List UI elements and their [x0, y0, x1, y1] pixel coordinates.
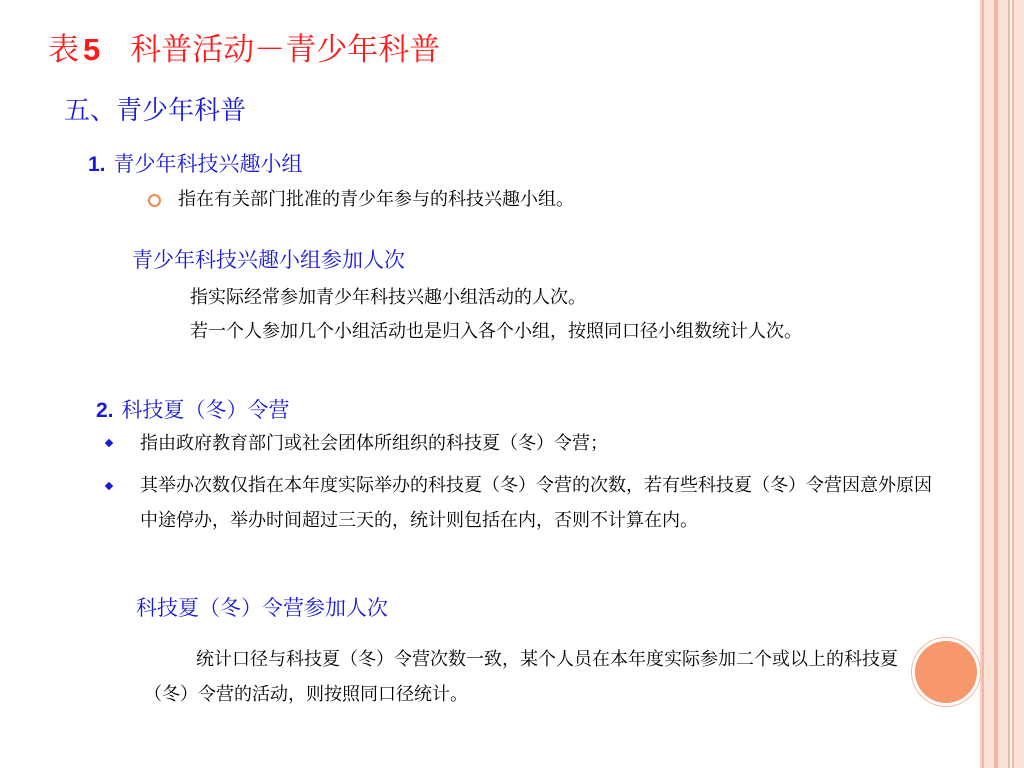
participants1-line1: 指实际经常参加青少年科技兴趣小组活动的人次。 — [190, 287, 586, 308]
item2-number: 2. — [96, 399, 114, 422]
item2-heading — [96, 394, 290, 424]
participants2-paragraph: 统计口径与科技夏（冬）令营次数一致，某个人员在本年度实际参加二个或以上的科技夏（冬）令营的活动，则按照同口径统计。 — [144, 649, 898, 705]
stripe — [1012, 0, 1024, 768]
item1-heading — [88, 148, 303, 178]
title-text: 科普活动－青少年科普 — [130, 32, 441, 68]
item2-bullet2-text: 其举办次数仅指在本年度实际举办的科技夏（冬）令营的次数，若有些科技夏（冬）令营因意外原因中途停办，举办时间超过三天的，统计则包括在内，否则不计算在内。 — [140, 475, 932, 531]
participants2-heading: 科技夏（冬）令营参加人次 — [136, 596, 388, 620]
right-edge-stripes — [980, 0, 1024, 768]
title-number: 5 — [83, 32, 101, 67]
diamond-bullet-icon — [105, 439, 113, 447]
title-prefix: 表 — [48, 32, 79, 68]
section-heading: 五、青少年科普 — [64, 96, 247, 126]
item2-heading-text: 科技夏（冬）令营 — [121, 398, 290, 422]
diamond-bullet-icon — [105, 482, 113, 490]
item2-bullet1-text: 指由政府教育部门或社会团体所组织的科技夏（冬）令营； — [140, 433, 608, 454]
item1-number: 1. — [88, 153, 106, 176]
participants1-heading: 青少年科技兴趣小组参加人次 — [132, 248, 405, 272]
slide-title — [48, 24, 440, 69]
item1-bullet-text: 指在有关部门批准的青少年参与的科技兴趣小组。 — [178, 189, 574, 210]
item1-heading-text: 青少年科技兴趣小组 — [113, 152, 303, 176]
participants1-paragraph: 若一个人参加几个小组活动也是归入各个小组，按照同口径小组数统计人次。 — [190, 321, 802, 342]
decorative-circle — [912, 638, 980, 706]
stripe — [982, 0, 996, 768]
circle-bullet-icon — [148, 194, 161, 207]
stripe — [996, 0, 1010, 768]
